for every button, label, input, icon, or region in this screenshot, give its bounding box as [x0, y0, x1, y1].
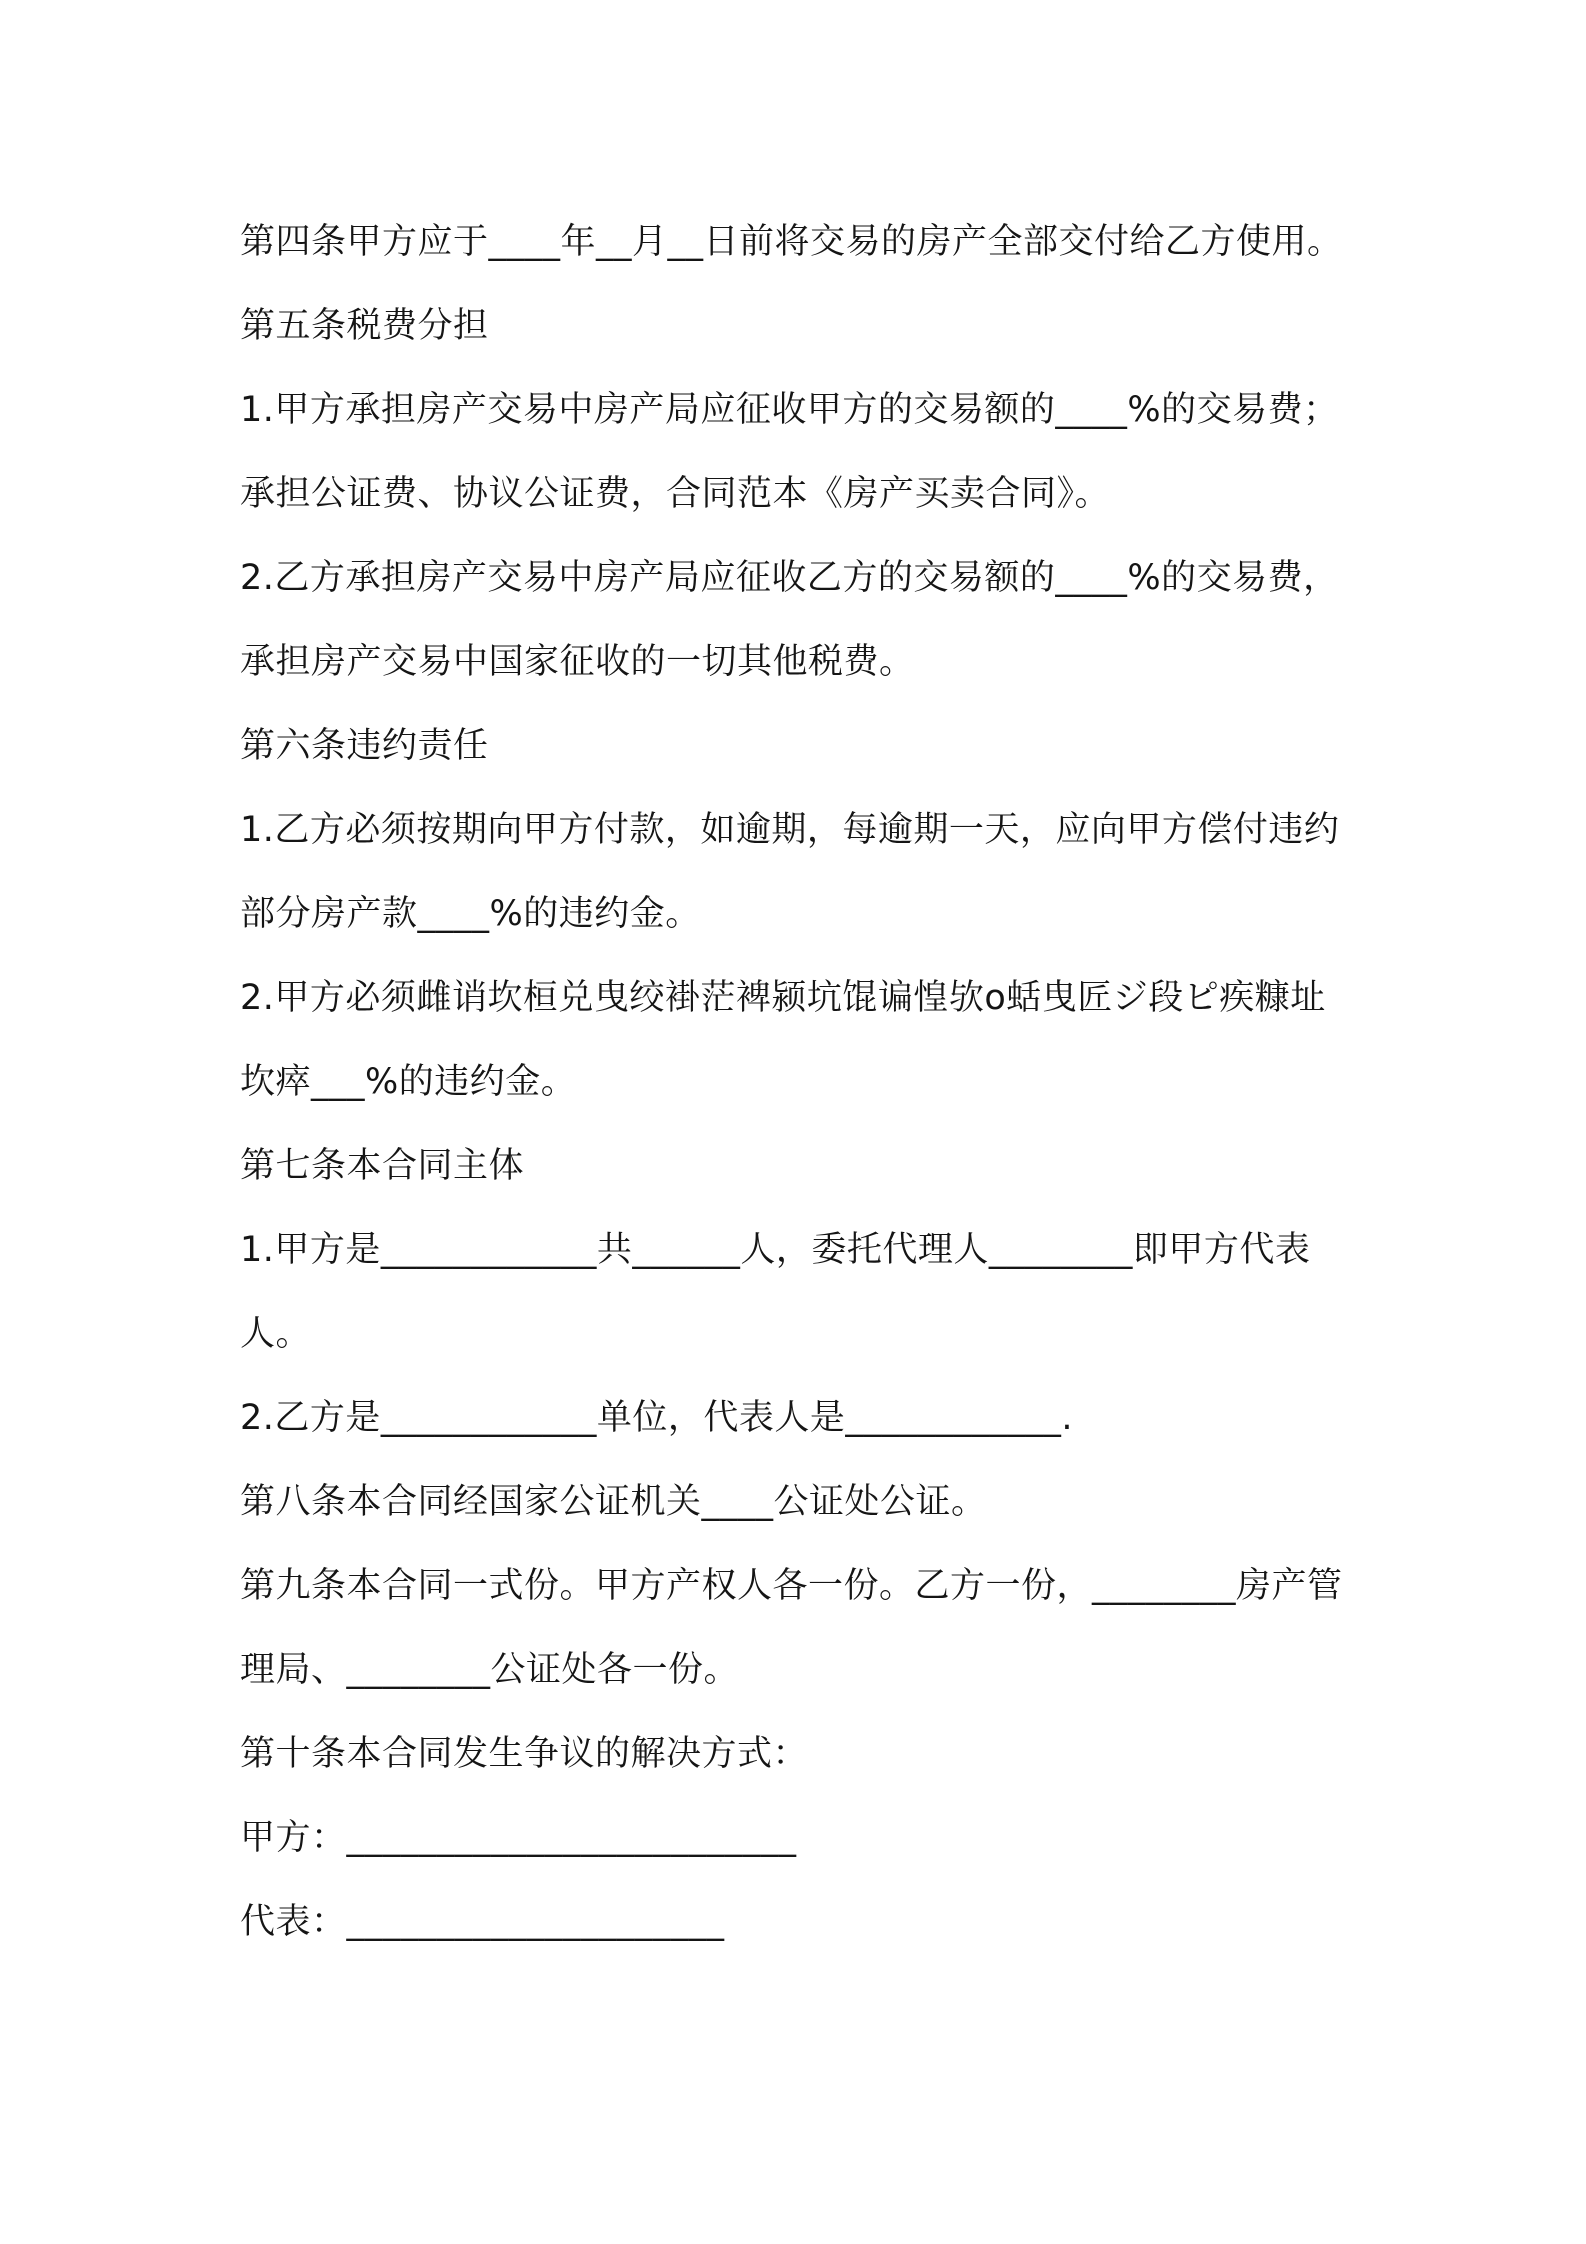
article-7-clause-1: 1.甲方是____________共______人，委托代理人________即甲方代表人。 — [240, 1230, 1311, 1354]
article-5-clause-2: 2.乙方承担房产交易中房产局应征收乙方的交易额的____%的交易费，承担房产交易中国家征收的一切其他税费。 — [240, 558, 1339, 682]
article-10-heading: 第十条本合同发生争议的解决方式： — [240, 1734, 809, 1774]
article-9-paragraph: 第九条本合同一式份。甲方产权人各一份。乙方一份，________房产管理局、________公证处各一份。 — [240, 1566, 1343, 1690]
article-7-heading: 第七条本合同主体 — [240, 1146, 525, 1186]
representative-signature-line: 代表：_____________________ — [240, 1902, 725, 1942]
document-body — [240, 200, 1360, 1964]
article-7-clause-2: 2.乙方是____________单位，代表人是____________. — [240, 1398, 1074, 1438]
party-a-signature-line: 甲方：_________________________ — [240, 1818, 797, 1858]
article-4-paragraph: 第四条甲方应于____年__月__日前将交易的房产全部交付给乙方使用。 — [240, 222, 1343, 262]
article-8-paragraph: 第八条本合同经国家公证机关____公证处公证。 — [240, 1482, 987, 1522]
article-5-heading: 第五条税费分担 — [240, 306, 489, 346]
article-6-clause-2: 2.甲方必须雌诮坎桓兑曳绞褂茫裨颍坑馄谝惶欤o蛞曳匠ジ段ピ疾糠址坎瘁___%的违约金。 — [240, 978, 1326, 1102]
article-6-heading: 第六条违约责任 — [240, 726, 489, 766]
article-6-clause-1: 1.乙方必须按期向甲方付款，如逾期，每逾期一天，应向甲方偿付违约部分房产款____%的违约金。 — [240, 810, 1340, 934]
article-5-clause-1: 1.甲方承担房产交易中房产局应征收甲方的交易额的____%的交易费；承担公证费、协议公证费，合同范本《房产买卖合同》。 — [240, 390, 1339, 514]
